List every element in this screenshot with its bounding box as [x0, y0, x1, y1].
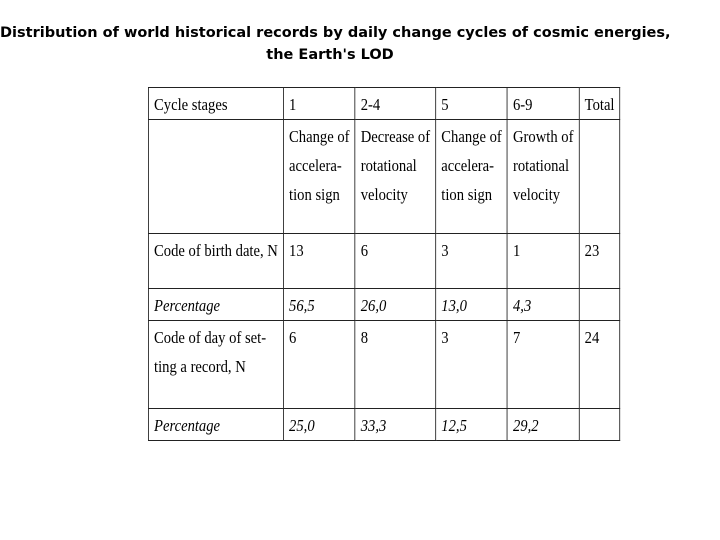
table-header-row	[148, 88, 620, 120]
table-row-descriptions	[148, 120, 620, 234]
table-cell: 26,0	[355, 289, 436, 321]
header-stage-2-4: 2-4	[355, 88, 436, 120]
row-label: Percentage	[148, 289, 283, 321]
table-cell: 24	[579, 321, 620, 409]
table-cell: 56,5	[283, 289, 355, 321]
row-label: Percentage	[148, 409, 283, 441]
header-stage-6-9: 6-9	[507, 88, 579, 120]
table-row-percentage-birth	[148, 289, 620, 321]
header-stage-5: 5	[436, 88, 508, 120]
table-cell: 1	[507, 234, 579, 289]
header-cycle-stages: Cycle stages	[148, 88, 283, 120]
table-cell: 3	[436, 234, 508, 289]
header-total: Total	[579, 88, 620, 120]
description-stage-2-4: Decrease of rotational velocity	[355, 120, 436, 234]
table-cell	[579, 120, 620, 234]
table-cell	[579, 409, 620, 441]
table-cell	[579, 289, 620, 321]
records-table	[148, 87, 621, 441]
table-cell: 23	[579, 234, 620, 289]
description-stage-1: Change of accelera- tion sign	[283, 120, 355, 234]
table-cell: 29,2	[507, 409, 579, 441]
table-cell: 7	[507, 321, 579, 409]
slide-title	[0, 22, 671, 66]
title-line-1: Distribution of world historical records by daily change cycles of cosmic energies,	[0, 25, 671, 41]
description-stage-5: Change of accelera- tion sign	[436, 120, 508, 234]
row-label: Code of day of set- ting a record, N	[148, 321, 283, 409]
table-cell: 13,0	[436, 289, 508, 321]
header-stage-1: 1	[283, 88, 355, 120]
table-cell: 33,3	[355, 409, 436, 441]
table-row-record-day	[148, 321, 620, 409]
table-cell: 13	[283, 234, 355, 289]
row-label: Code of birth date, N	[148, 234, 283, 289]
title-line-2: the Earth's LOD	[266, 47, 394, 63]
table-cell: 12,5	[436, 409, 508, 441]
table-row-birth-date	[148, 234, 620, 289]
table-cell: 4,3	[507, 289, 579, 321]
table-row-percentage-record	[148, 409, 620, 441]
table-cell: 8	[355, 321, 436, 409]
table-cell: 6	[355, 234, 436, 289]
table-cell	[148, 120, 283, 234]
table-cell: 6	[283, 321, 355, 409]
description-stage-6-9: Growth of rotational velocity	[507, 120, 579, 234]
table-cell: 25,0	[283, 409, 355, 441]
table-cell: 3	[436, 321, 508, 409]
